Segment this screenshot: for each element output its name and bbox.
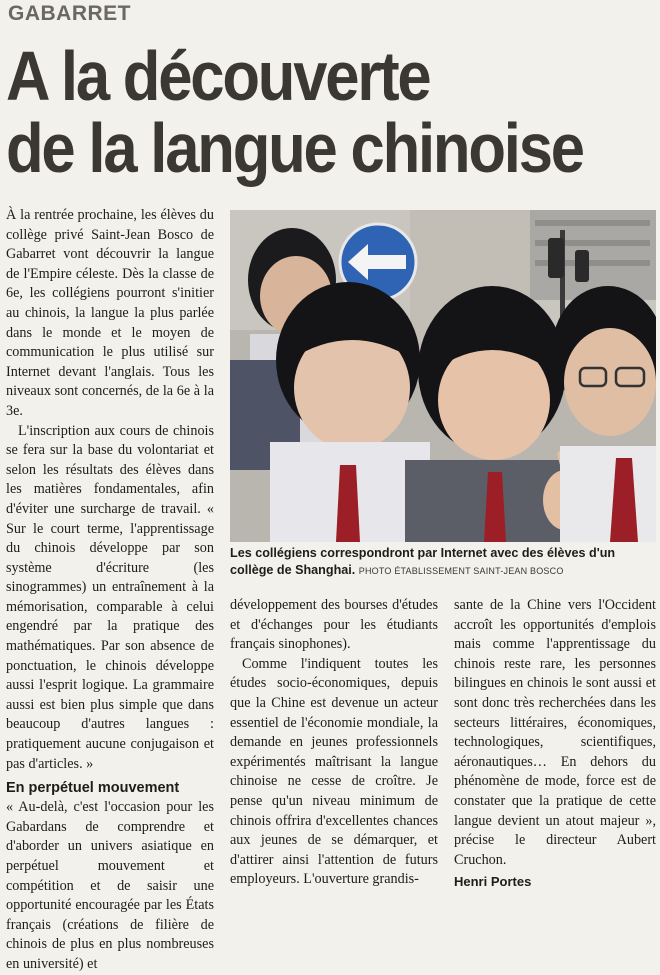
column-2	[230, 596, 438, 890]
column-3	[454, 596, 656, 892]
caption-text: Les collégiens correspondront par Internet avec des élèves d'un collège de Shanghai.	[230, 546, 616, 577]
subhead: En perpétuel mouvement	[6, 780, 180, 797]
paragraph-4: développement des bourses d'études et d'échanges pour les étudiants français sinophones).	[230, 597, 438, 653]
photo-credit: PHOTO ÉTABLISSEMENT SAINT-JEAN BOSCO	[358, 566, 564, 576]
column-1	[6, 206, 214, 975]
paragraph-5: Comme l'indiquent toutes les études socio-économiques, depuis que la Chine est devenue un acteur essentiel de l'économie mondiale, la demande en jeunes professionnels expérimentés maîtrisant la langue chinoise ne cesse de croître. Je pense qu'un niveau minimum de chinois offrira d'excellentes chances aux jeunes de se démarquer, et d'attirer ainsi l'attention de futurs employeurs. L'ouverture grandis-	[230, 655, 438, 888]
photo-caption	[230, 545, 656, 580]
byline: Henri Portes	[454, 874, 532, 890]
photo	[230, 210, 656, 542]
paragraph-1: À la rentrée prochaine, les élèves du collège privé Saint-Jean Bosco de Gabarret vont découvrir la langue de l'Empire céleste. Dès la classe de 6e, les collégiens pourront s'initier au chinois, la langue la plus parlée dans le monde et le moyen de communication le plus utilisé sur Internet devant l'anglais. Tous les niveaux sont concernés, de la 6e à la 3e.	[6, 207, 214, 419]
headline	[6, 37, 583, 187]
photo-illustration	[230, 210, 656, 542]
paragraph-6: sante de la Chine vers l'Occident accroît les opportunités d'emplois mais comme l'apprentissage du chinois reste rare, les personnes bilingues en chinois le sont aussi et sont donc très recherchées dans les secteurs littéraires, économiques, technologiques, scientifiques, aéronautiques… En dehors du phénomène de mode, force est de constater que la pratique de cette langue devient un atout majeur », précise le directeur Aubert Cruchon.	[454, 597, 656, 868]
kicker: GABARRET	[8, 2, 131, 25]
headline-line-2: de la langue chinoise	[6, 109, 583, 187]
paragraph-3: « Au-delà, c'est l'occasion pour les Gabardans de comprendre et d'aborder un univers asiatique en perpétuel mouvement et compétition et de saisir une opportunité encouragée par les États français (créations de filière de chinois de plus en plus nombreuses en université) et	[6, 799, 214, 972]
paragraph-2: L'inscription aux cours de chinois se fera sur la base du volontariat et selon les résultats des élèves dans les matières fondamentales, afin d'éviter une surcharge de travail. « Sur le court terme, l'apprentissage du chinois développe par son système d'écriture (les sinogrammes) un entraînement à la mémorisation, comparable à celui engendré par la pratique des mathématiques. Par son absence de ponctuation, le chinois développe aussi l'esprit logique. La grammaire aussi est bien plus simple que dans beaucoup d'autres langues : pratiquement aucune conjugaison et pas d'articles. »	[6, 422, 214, 772]
headline-line-1: A la découverte	[6, 37, 430, 115]
